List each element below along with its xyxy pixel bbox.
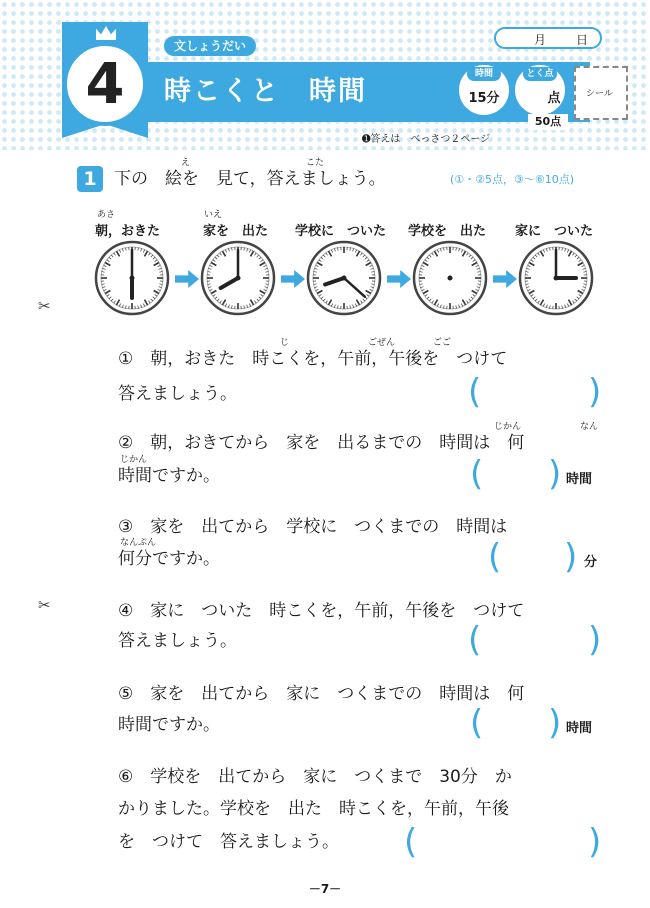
clock-center: [554, 276, 559, 281]
question-instruction: 下の 絵を 見て，答えましょう。: [114, 169, 386, 189]
ruby-text: じかん: [494, 422, 522, 432]
answer-box-close[interactable]: ): [564, 537, 578, 577]
clock-center: [236, 276, 241, 281]
sub-question-line: ② 朝，おきてから 家を 出るまでの 時間は 何: [118, 433, 525, 453]
page-title: 時こくと 時間: [164, 76, 367, 107]
answer-box-open[interactable]: (: [470, 703, 484, 743]
sub-question-line: ⑤ 家を 出てから 家に つくまでの 時間は 何: [118, 684, 525, 704]
answer-box-open[interactable]: (: [404, 822, 418, 862]
sub-question-line: 何分ですか。: [118, 549, 220, 569]
clock-label: 朝，おきた: [95, 224, 161, 239]
clock-center: [448, 276, 453, 281]
date-day-label: 日: [576, 33, 589, 47]
answer-box-open[interactable]: (: [468, 372, 482, 412]
date-field[interactable]: [494, 27, 602, 49]
answer-box-close[interactable]: ): [588, 372, 602, 412]
sub-question-line: を つけて 答えましょう。: [118, 832, 339, 852]
clock-label: 学校を 出た: [408, 224, 487, 239]
sub-question-line: 時間ですか。: [118, 715, 220, 735]
score-max: 50点: [528, 114, 568, 130]
topic-badge: 文しょうだい: [164, 36, 256, 56]
unit-number: 4: [85, 52, 125, 117]
score-circle[interactable]: [512, 62, 568, 118]
ruby-text: え: [181, 158, 191, 168]
answer-unit: 分: [584, 555, 598, 570]
clock-illustrations: [0, 238, 650, 318]
points-note: (①・②5点，③〜⑥10点): [450, 173, 575, 186]
answer-box-close[interactable]: ): [548, 703, 562, 743]
clock-label: 学校に ついた: [295, 224, 387, 239]
scissors-icon: ✂: [38, 297, 51, 315]
answer-box-open[interactable]: (: [488, 537, 502, 577]
ruby-text: じかん: [120, 455, 148, 465]
sticker-label: シール: [586, 89, 613, 99]
clock-label: 家に ついた: [515, 224, 594, 239]
answer-box-close[interactable]: ): [588, 620, 602, 660]
score-unit: 点: [547, 91, 561, 106]
answer-reference: ➊答えは べっさつ２ページ: [362, 134, 491, 145]
sub-question-line: ③ 家を 出てから 学校に つくまでの 時間は: [118, 517, 508, 537]
ruby-text: じ: [280, 338, 290, 348]
answer-unit: 時間: [566, 721, 593, 736]
answer-unit: 時間: [566, 472, 593, 487]
ruby-text: いえ: [204, 210, 223, 220]
ruby-text: なんぷん: [120, 538, 157, 548]
answer-box-close[interactable]: ): [588, 822, 602, 862]
clock-center: [130, 276, 135, 281]
sub-question-line: 時間ですか。: [118, 466, 220, 486]
unit-badge: [63, 42, 147, 126]
sub-question-line: 答えましょう。: [118, 384, 237, 404]
scissors-icon: ✂: [38, 596, 51, 614]
ruby-text: ごぜん: [368, 338, 396, 348]
sub-question-line: かりました。学校を 出た 時こくを，午前，午後: [118, 799, 509, 819]
ruby-text: こた: [306, 158, 325, 168]
sub-question-line: ④ 家に ついた 時こくを，午前，午後を つけて: [118, 601, 525, 621]
sub-question-line: ⑥ 学校を 出てから 家に つくまで 30分 か: [118, 767, 512, 787]
sub-question-line: 答えましょう。: [118, 631, 237, 651]
sticker-box: [574, 66, 628, 120]
ruby-text: あさ: [97, 210, 116, 220]
time-limit-circle: [456, 62, 512, 118]
page-number: －7－: [308, 882, 342, 896]
sub-question-line: ① 朝，おきた 時こくを，午前，午後を つけて: [118, 349, 508, 369]
clock-label: 家を 出た: [203, 224, 269, 239]
date-month-label: 月: [534, 33, 547, 47]
clock-center: [342, 276, 347, 281]
question-number: 1: [77, 166, 103, 192]
answer-box-close[interactable]: ): [548, 454, 562, 494]
time-value: 15分: [468, 91, 500, 106]
ruby-text: なん: [580, 422, 599, 432]
answer-box-open[interactable]: (: [470, 454, 484, 494]
ruby-text: ごご: [433, 338, 452, 348]
score-label: とく点: [523, 67, 557, 81]
time-label: 時間: [467, 67, 501, 81]
answer-box-open[interactable]: (: [468, 620, 482, 660]
